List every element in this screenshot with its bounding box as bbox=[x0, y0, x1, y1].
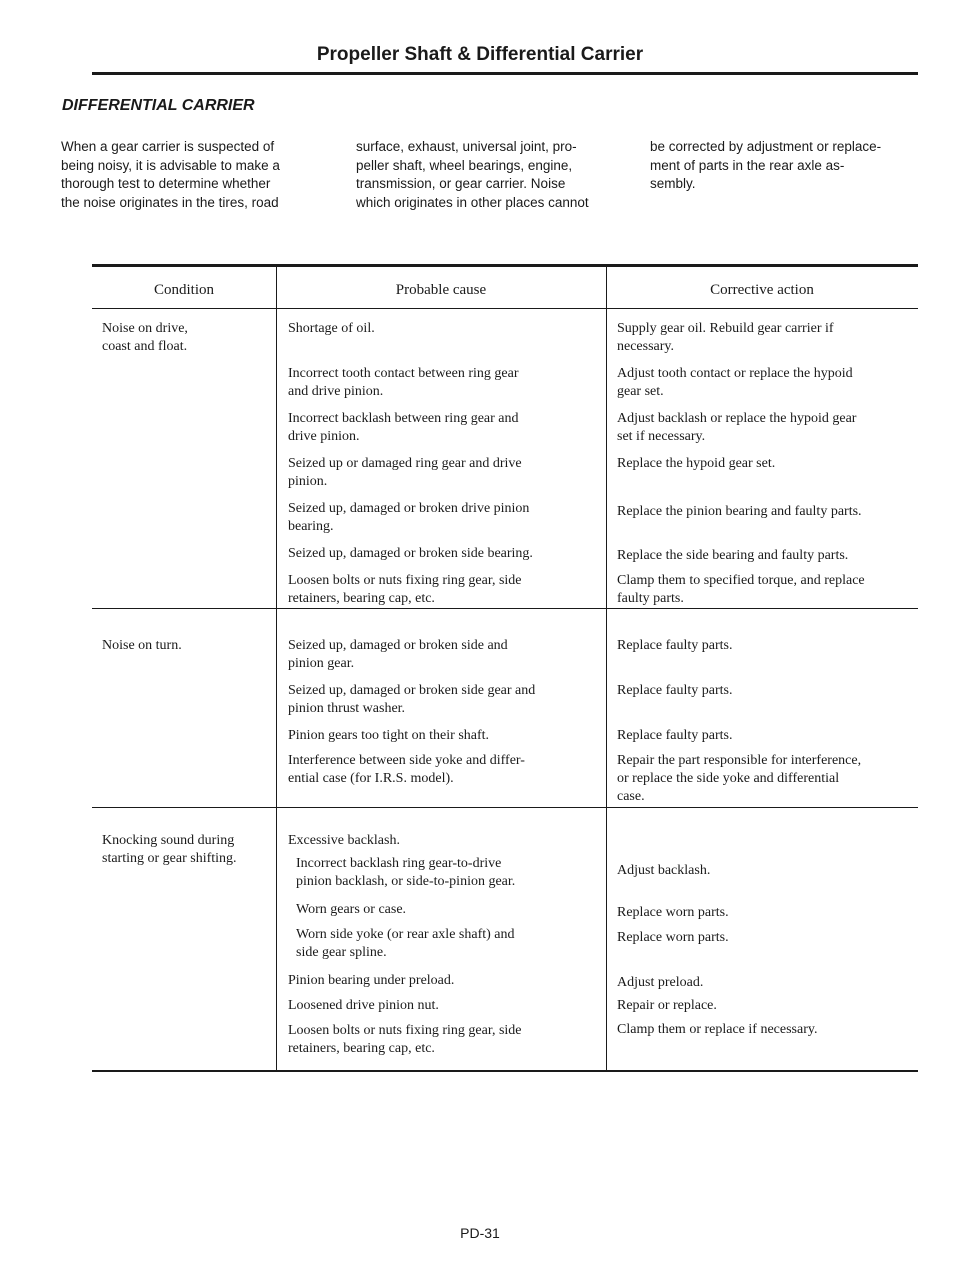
action-cell: Adjust tooth contact or replace the hypoid gear set. bbox=[617, 366, 853, 399]
action-cell: Clamp them to specified torque, and replace faulty parts. bbox=[617, 573, 865, 606]
action-cell: Repair or replace. bbox=[617, 998, 717, 1013]
action-cell: Replace faulty parts. bbox=[617, 728, 733, 743]
header-probable-cause: Probable cause bbox=[395, 282, 487, 298]
cause-cell: Worn gears or case. bbox=[296, 902, 407, 917]
action-cell: Adjust preload. bbox=[617, 975, 704, 990]
table-top-rule bbox=[92, 264, 918, 267]
action-cell: Replace faulty parts. bbox=[617, 683, 733, 698]
condition-cell: Knocking sound during starting or gear shifting. bbox=[102, 833, 237, 866]
action-cell: Supply gear oil. Rebuild gear carrier if necessary. bbox=[617, 321, 834, 354]
group-divider bbox=[92, 807, 918, 808]
action-cell: Repair the part responsible for interference, or replace the side yoke and differential case. bbox=[617, 753, 862, 804]
cause-cell: Loosened drive pinion nut. bbox=[288, 998, 439, 1013]
cause-cell: Seized up, damaged or broken drive pinion bearing. bbox=[288, 501, 530, 534]
action-cell: Clamp them or replace if necessary. bbox=[617, 1022, 818, 1037]
cause-cell: Incorrect tooth contact between ring gear and drive pinion. bbox=[288, 366, 519, 399]
action-cell: Adjust backlash or replace the hypoid gear set if necessary. bbox=[617, 411, 857, 444]
intro-column-3: be corrected by adjustment or replace- ment of parts in the rear axle as- sembly. bbox=[650, 139, 882, 191]
action-cell: Replace the side bearing and faulty parts. bbox=[617, 548, 849, 563]
page-header-title: Propeller Shaft & Differential Carrier bbox=[316, 44, 644, 65]
action-cell: Replace faulty parts. bbox=[617, 638, 733, 653]
cause-cell: Seized up or damaged ring gear and drive pinion. bbox=[288, 456, 522, 489]
page-number: PD-31 bbox=[460, 1225, 500, 1241]
cause-cell: Pinion bearing under preload. bbox=[288, 973, 455, 988]
action-cell: Replace the pinion bearing and faulty parts. bbox=[617, 504, 862, 519]
cause-cell: Seized up, damaged or broken side and pinion gear. bbox=[288, 638, 508, 671]
action-cell: Replace the hypoid gear set. bbox=[617, 456, 776, 471]
action-cell: Adjust backlash. bbox=[617, 863, 711, 878]
cause-cell: Worn side yoke (or rear axle shaft) and side gear spline. bbox=[296, 927, 515, 960]
group-divider bbox=[92, 608, 918, 609]
intro-column-2: surface, exhaust, universal joint, pro- peller shaft, wheel bearings, engine, transmission, or gear carrier. Noise which originates in other places cannot bbox=[356, 139, 589, 210]
troubleshooting-table bbox=[92, 264, 918, 1072]
action-cell: Replace worn parts. bbox=[617, 905, 729, 920]
header-condition: Condition bbox=[153, 282, 214, 298]
cause-cell: Incorrect backlash between ring gear and drive pinion. bbox=[288, 411, 519, 444]
cause-cell: Incorrect backlash ring gear-to-drive pinion backlash, or side-to-pinion gear. bbox=[296, 856, 516, 889]
cause-cell: Seized up, damaged or broken side gear and pinion thrust washer. bbox=[288, 683, 536, 716]
cause-cell: Seized up, damaged or broken side bearing. bbox=[288, 546, 533, 561]
table-header-rule bbox=[92, 308, 918, 309]
action-cell: Replace worn parts. bbox=[617, 930, 729, 945]
condition-cell: Noise on turn. bbox=[102, 638, 182, 653]
cause-cell: Excessive backlash. bbox=[288, 833, 400, 848]
table-bottom-rule bbox=[92, 1070, 918, 1072]
column-divider bbox=[606, 264, 607, 1072]
header-rule bbox=[92, 72, 918, 75]
cause-cell: Loosen bolts or nuts fixing ring gear, side retainers, bearing cap, etc. bbox=[288, 573, 522, 606]
header-corrective-action: Corrective action bbox=[710, 282, 814, 298]
intro-column-1: When a gear carrier is suspected of being noisy, it is advisable to make a thorough test to determine whether the noise originates in the tires, road bbox=[61, 139, 280, 210]
cause-cell: Loosen bolts or nuts fixing ring gear, side retainers, bearing cap, etc. bbox=[288, 1023, 522, 1056]
column-divider bbox=[276, 264, 277, 1072]
cause-cell: Shortage of oil. bbox=[288, 321, 375, 336]
cause-cell: Interference between side yoke and differ- ential case (for I.R.S. model). bbox=[288, 753, 525, 786]
condition-cell: Noise on drive, coast and float. bbox=[102, 321, 188, 354]
cause-cell: Pinion gears too tight on their shaft. bbox=[288, 728, 490, 743]
section-title: DIFFERENTIAL CARRIER bbox=[62, 97, 255, 114]
